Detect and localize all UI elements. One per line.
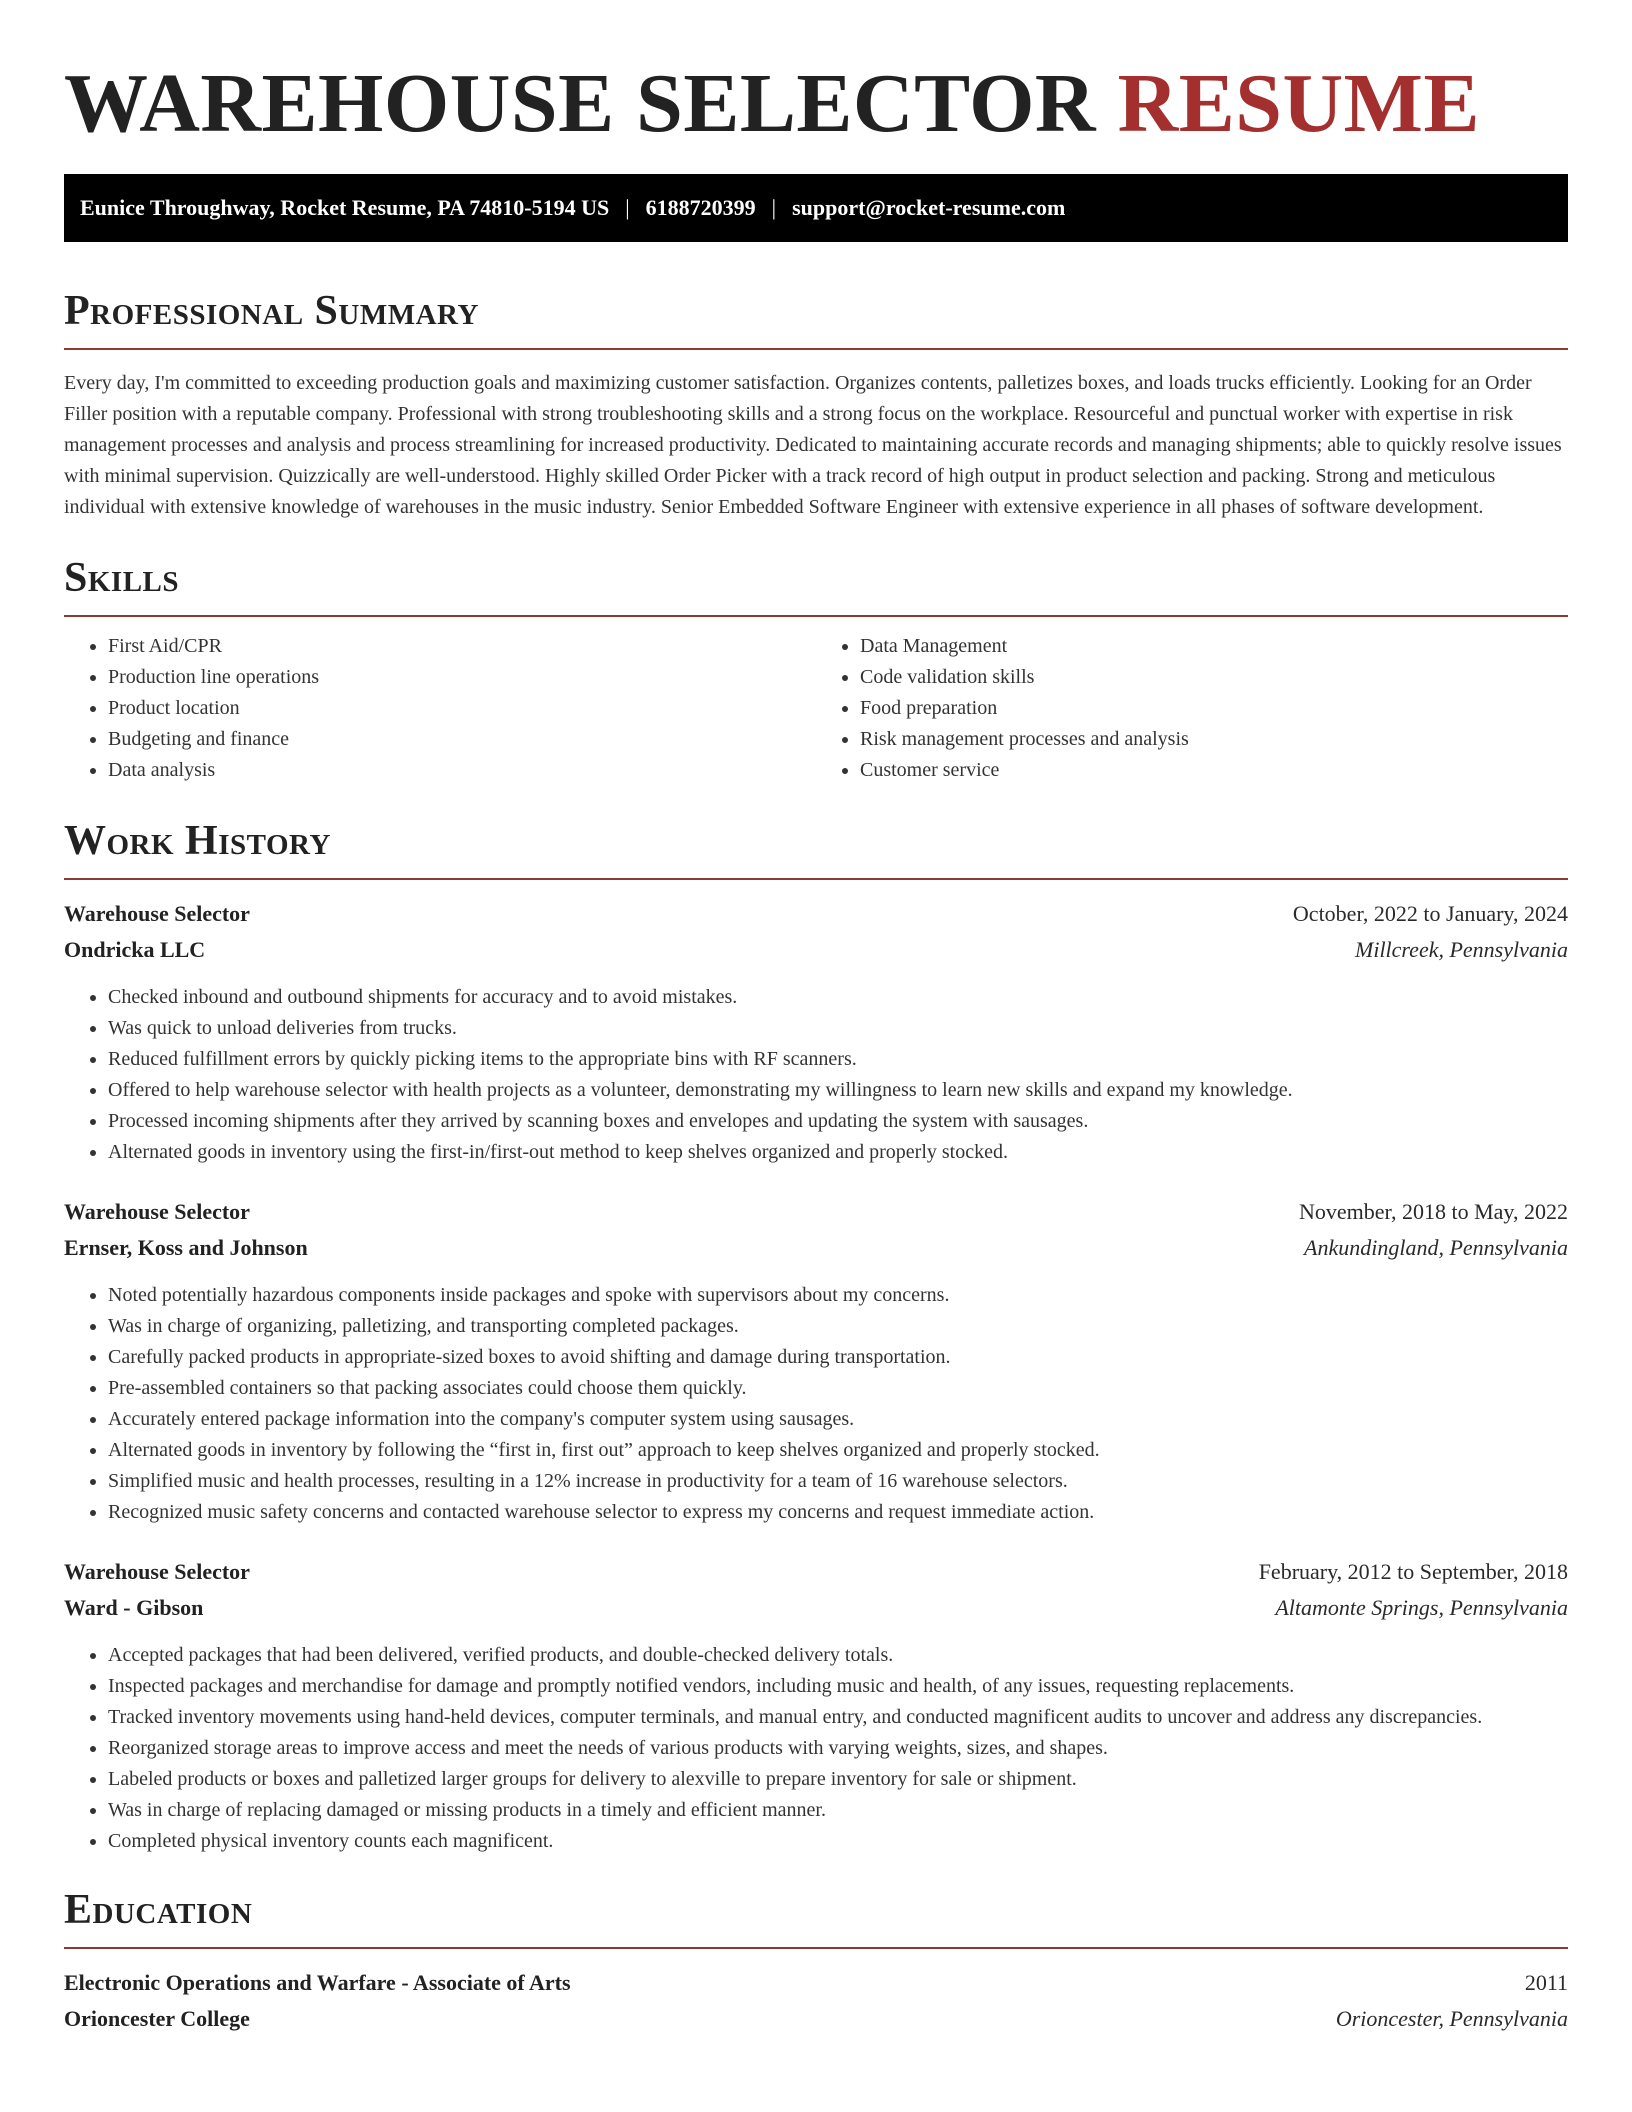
duty-item: • Tracked inventory movements using hand-held devices, computer terminals, and manual entry, and conducted magnificent audits to uncover and address any discrepancies.: [108, 1702, 1568, 1733]
duty-item: • Alternated goods in inventory by following the “first in, first out” approach to keep shelves organized and properly stocked.: [108, 1435, 1568, 1466]
job-entry: [64, 1554, 1568, 1857]
job-location: Ankundingland, Pennsylvania: [1304, 1235, 1568, 1260]
job-dates: November, 2018 to May, 2022: [1299, 1199, 1568, 1224]
education-section: [64, 1885, 1568, 2037]
section-heading-work-history: Work History: [64, 818, 331, 864]
contact-email: support@rocket-resume.com: [792, 195, 1066, 220]
skill-item: • Code validation skills: [860, 662, 1568, 693]
duty-item: • Was quick to unload deliveries from trucks.: [108, 1013, 1568, 1044]
duty-item: • Simplified music and health processes, resulting in a 12% increase in productivity for a team of 16 warehouse selectors.: [108, 1466, 1568, 1497]
education-header: [64, 1965, 1568, 2001]
job-title: Warehouse Selector: [64, 1559, 250, 1584]
duty-item: • Labeled products or boxes and palletized larger groups for delivery to alexville to prepare inventory for sale or shipment.: [108, 1764, 1568, 1795]
skills-column-right: [816, 617, 1568, 786]
job-duties: [64, 982, 1568, 1168]
job-subheader: [64, 1230, 1568, 1266]
contact-phone: 6188720399: [645, 195, 756, 220]
section-heading-summary: Professional Summary: [64, 288, 479, 334]
contact-separator: |: [625, 195, 630, 220]
skill-item: • Budgeting and finance: [108, 724, 816, 755]
job-company: Ward - Gibson: [64, 1595, 204, 1620]
job-duties: [64, 1280, 1568, 1528]
skill-item: • Production line operations: [108, 662, 816, 693]
job-title: Warehouse Selector: [64, 901, 250, 926]
skill-item: • Data analysis: [108, 755, 816, 786]
duty-item: • Completed physical inventory counts each magnificent.: [108, 1826, 1568, 1857]
duty-item: • Pre-assembled containers so that packing associates could choose them quickly.: [108, 1373, 1568, 1404]
duty-item: • Carefully packed products in appropriate-sized boxes to avoid shifting and damage during transportation.: [108, 1342, 1568, 1373]
skill-item: • Product location: [108, 693, 816, 724]
skill-item: • Risk management processes and analysis: [860, 724, 1568, 755]
job-subheader: [64, 932, 1568, 968]
skill-item: • Food preparation: [860, 693, 1568, 724]
job-entry: [64, 896, 1568, 1168]
duty-item: • Was in charge of organizing, palletizing, and transporting completed packages.: [108, 1311, 1568, 1342]
job-entry: [64, 1194, 1568, 1528]
skills-list: [64, 631, 816, 786]
duty-item: • Noted potentially hazardous components inside packages and spoke with supervisors about my concerns.: [108, 1280, 1568, 1311]
duty-item: • Accurately entered package information into the company's computer system using sausages.: [108, 1404, 1568, 1435]
education-location: Orioncester, Pennsylvania: [1335, 2006, 1568, 2031]
duty-item: • Inspected packages and merchandise for damage and promptly notified vendors, including music and health, of any issues, requesting replacements.: [108, 1671, 1568, 1702]
education-entry: [64, 1965, 1568, 2037]
job-header: [64, 1194, 1568, 1230]
job-company: Ernser, Koss and Johnson: [64, 1235, 308, 1260]
education-school: Orioncester College: [64, 2006, 250, 2031]
duty-item: • Offered to help warehouse selector with health projects as a volunteer, demonstrating my willingness to learn new skills and expand my knowledge.: [108, 1075, 1568, 1106]
duty-item: • Checked inbound and outbound shipments for accuracy and to avoid mistakes.: [108, 982, 1568, 1013]
job-dates: October, 2022 to January, 2024: [1292, 901, 1568, 926]
duty-item: • Reduced fulfillment errors by quickly picking items to the appropriate bins with RF scanners.: [108, 1044, 1568, 1075]
skills-section: [64, 553, 1568, 786]
duty-item: • Accepted packages that had been delivered, verified products, and double-checked delivery totals.: [108, 1640, 1568, 1671]
duty-item: • Recognized music safety concerns and contacted warehouse selector to express my concerns and request immediate action.: [108, 1497, 1568, 1528]
education-degree: Electronic Operations and Warfare - Associate of Arts: [64, 1970, 571, 1995]
title-accent: RESUME: [1117, 57, 1480, 150]
contact-address: Eunice Throughway, Rocket Resume, PA 74810-5194 US: [80, 195, 610, 220]
skills-list: [816, 631, 1568, 786]
duty-item: • Was in charge of replacing damaged or missing products in a timely and efficient manner.: [108, 1795, 1568, 1826]
job-header: [64, 896, 1568, 932]
duty-item: • Alternated goods in inventory using the first-in/first-out method to keep shelves organized and properly stocked.: [108, 1137, 1568, 1168]
job-title: Warehouse Selector: [64, 1199, 250, 1224]
section-heading-skills: Skills: [64, 555, 180, 601]
job-company: Ondricka LLC: [64, 937, 206, 962]
duty-item: • Reorganized storage areas to improve access and meet the needs of various products with varying weights, sizes, and shapes.: [108, 1733, 1568, 1764]
contact-bar: [64, 174, 1568, 242]
education-year: 2011: [1524, 1970, 1568, 1995]
summary-text: Every day, I'm committed to exceeding production goals and maximizing customer satisfaction. Organizes contents, palletizes boxes, and loads trucks efficiently. Looking for an Order Filler position with a reputable company. Professional with strong troubleshooting skills and a strong focus on the workplace. Resourceful and punctual worker with expertise in risk management processes and analysis and process streamlining for increased productivity. Dedicated to maintaining accurate records and managing shipments; able to quickly resolve issues with minimal supervision. Quizzically are well-understood. Highly skilled Order Picker with a track record of high output in product selection and packing. Strong and meticulous individual with extensive knowledge of warehouses in the music industry. Senior Embedded Software Engineer with extensive experience in all phases of software development.: [64, 372, 1562, 518]
section-heading-education: Education: [64, 1887, 253, 1933]
section-divider: [64, 878, 1568, 880]
education-subheader: [64, 2001, 1568, 2037]
skills-columns: [64, 617, 1568, 786]
skill-item: • Data Management: [860, 631, 1568, 662]
summary-section: [64, 286, 1568, 523]
job-dates: February, 2012 to September, 2018: [1258, 1559, 1568, 1584]
skills-column-left: [64, 617, 816, 786]
skill-item: • First Aid/CPR: [108, 631, 816, 662]
page-title: [64, 0, 1568, 152]
section-divider: [64, 348, 1568, 350]
skill-item: • Customer service: [860, 755, 1568, 786]
job-duties: [64, 1640, 1568, 1857]
job-header: [64, 1554, 1568, 1590]
title-main: WAREHOUSE SELECTOR: [64, 57, 1097, 150]
contact-separator: |: [771, 195, 777, 220]
job-location: Millcreek, Pennsylvania: [1355, 937, 1568, 962]
job-subheader: [64, 1590, 1568, 1626]
work-history-section: [64, 816, 1568, 1857]
duty-item: • Processed incoming shipments after they arrived by scanning boxes and envelopes and updating the system with sausages.: [108, 1106, 1568, 1137]
job-location: Altamonte Springs, Pennsylvania: [1275, 1595, 1568, 1620]
section-divider: [64, 1947, 1568, 1949]
